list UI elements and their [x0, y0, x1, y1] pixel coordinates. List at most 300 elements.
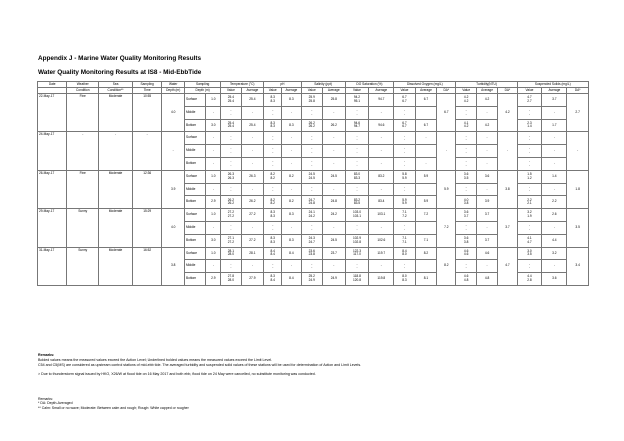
remarks-line-2: C54 and C5(MS) are considered as upstream control stations of mid-ebb tide. The averaged turbidity and suspended solid values of these stations will be used for determination of Action and Limit Levels.: [38, 363, 362, 367]
tu-average-cell: -: [476, 260, 497, 273]
do-value-cell: [394, 170, 415, 183]
sal-reading: 24.8: [308, 201, 315, 206]
sea-condition-cell: Moderate: [99, 94, 133, 132]
level-name-cell: Bottom: [185, 196, 206, 209]
do-value-cell: [394, 183, 415, 196]
sal-average-cell: -: [323, 260, 346, 273]
tu-average-cell: -: [476, 183, 497, 196]
sal-value-cell: [301, 94, 322, 107]
do-reading: -: [403, 188, 406, 193]
ss-depth-averaged-cell: 2.7: [567, 94, 589, 132]
ss-value-cell: [517, 221, 542, 234]
date-cell: 22-May-17: [38, 94, 67, 132]
sal-average-cell: -: [323, 132, 346, 145]
ss-reading: 2.8: [527, 278, 532, 283]
dos-reading: -: [356, 111, 358, 116]
dos-average-cell: 119.7: [369, 247, 394, 260]
ss-value-cell: [517, 183, 542, 196]
tu-reading: -: [465, 159, 467, 164]
sampling-depth-cell: -: [206, 106, 221, 119]
do-value-cell: [394, 157, 415, 170]
ss-reading: -: [528, 162, 531, 167]
water-depth-cell: 3.9: [162, 170, 185, 208]
dos-reading: 83.2: [353, 197, 361, 202]
do-average-cell: [415, 221, 436, 234]
ss-reading: -: [528, 188, 531, 193]
ss-reading: 2.2: [527, 197, 532, 202]
dos-reading: 102.8: [352, 239, 361, 244]
ss-value-cell: [517, 196, 542, 209]
sal-reading: -: [311, 261, 313, 266]
ss-average-cell: -: [542, 106, 567, 119]
ph-reading: 8.3: [270, 98, 275, 103]
dos-reading: -: [356, 265, 358, 270]
ph-reading: 8.3: [270, 214, 275, 219]
sal-average-cell: -: [323, 157, 346, 170]
dos-reading: 103.1: [352, 214, 361, 219]
tu-value-cell: [456, 260, 476, 273]
tu-average-cell: 4.8: [476, 273, 497, 286]
date-cell: 31-May-17: [38, 247, 67, 285]
t-value-cell: [221, 260, 241, 273]
dos-reading: -: [356, 184, 358, 189]
ss-reading: 2.3: [527, 120, 532, 125]
ss-reading: -: [528, 108, 531, 113]
sal-average-cell: 24.9: [323, 273, 346, 286]
col-weather: Weather: [67, 82, 99, 88]
do-depth-averaged-cell: 6.7: [437, 94, 456, 132]
table-row: [38, 247, 589, 260]
do-average-cell: [415, 145, 436, 158]
dos-average-cell: 83.4: [369, 196, 394, 209]
t-average-cell: -: [241, 132, 264, 145]
sampling-time-cell: 15:29: [132, 209, 161, 247]
sal-reading: -: [311, 137, 313, 142]
ph-value-cell: [264, 221, 282, 234]
ss-average-cell: -: [542, 183, 567, 196]
ss-reading: -: [528, 146, 531, 151]
ph-value-cell: [264, 106, 282, 119]
sal-reading: -: [311, 108, 313, 113]
t-value-cell: [221, 183, 241, 196]
water-quality-table: [37, 81, 589, 286]
ph-value-cell: [264, 94, 282, 107]
water-depth-cell: 4.0: [162, 94, 185, 132]
do-reading: -: [403, 108, 406, 113]
col-time: Time: [132, 88, 161, 94]
t-reading: -: [230, 188, 232, 193]
ph-average-cell: 8.3: [282, 234, 301, 247]
ph-average-cell: 8.3: [282, 94, 301, 107]
tu-average-cell: -: [476, 106, 497, 119]
sampling-depth-cell: -: [206, 145, 221, 158]
ph-value-cell: [264, 157, 282, 170]
t-reading: 28.0: [227, 278, 234, 283]
sampling-time-cell: 12:36: [132, 170, 161, 208]
sea-condition-cell: Moderate: [99, 170, 133, 208]
sea-condition-cell: Moderate: [99, 247, 133, 285]
sal-average-cell: 24.8: [323, 196, 346, 209]
ph-reading: 8.2: [270, 197, 275, 202]
t-reading: 27.2: [227, 239, 234, 244]
do-reading: -: [403, 111, 406, 116]
remarks-line-3: > Due to thunderstorm signal issued by HKO, X26/W at flood tide on 16 May 2017 and both ebb, flood tide on 24 May were cancelled, no substitute monitoring was conducted.: [38, 372, 316, 376]
ss-average-cell: -: [542, 157, 567, 170]
tu-average-cell: -: [476, 221, 497, 234]
dos-value-cell: [345, 145, 369, 158]
ph-value-cell: [264, 119, 282, 132]
dos-reading: -: [356, 108, 358, 113]
t-average-cell: 27.2: [241, 209, 264, 222]
dos-reading: -: [356, 223, 358, 228]
date-cell: 29-May-17: [38, 209, 67, 247]
ss-value-cell: [517, 106, 542, 119]
ph-average-cell: -: [282, 221, 301, 234]
ph-reading: -: [272, 265, 274, 270]
do-value-cell: [394, 221, 415, 234]
ss-reading: -: [528, 261, 531, 266]
level-name-cell: Surface: [185, 170, 206, 183]
col-do-saturation: DO Saturation (%): [345, 82, 394, 88]
sal-reading: 23.6: [308, 248, 315, 253]
t-reading: 27.2: [227, 210, 234, 215]
appendix-title: Appendix J - Marine Water Quality Monitoring Results: [38, 55, 202, 62]
table-body: [38, 94, 589, 286]
do-reading: 5.9: [402, 201, 407, 206]
dos-average-cell: -: [369, 260, 394, 273]
ss-depth-averaged-cell: -: [567, 132, 589, 170]
tu-reading: -: [465, 184, 467, 189]
dos-value-cell: [345, 209, 369, 222]
tu-reading: 3.6: [463, 172, 469, 177]
footnote-sea-condition: ** Calm: Small or no wave; Moderate: Between calm and rough; Rough: White capped or rougher: [38, 405, 189, 410]
table-row: [38, 132, 589, 145]
ss-average-cell: 3.7: [542, 94, 567, 107]
ss-average-cell: -: [542, 221, 567, 234]
sampling-depth-cell: 2.9: [206, 273, 221, 286]
tu-value-cell: [456, 106, 476, 119]
ph-reading: -: [272, 133, 274, 138]
dos-value-cell: [345, 119, 369, 132]
sal-average-cell: -: [323, 183, 346, 196]
ss-reading: 4.7: [527, 95, 532, 100]
sea-condition-cell: -: [99, 132, 133, 170]
sal-reading: 24.9: [308, 278, 315, 283]
do-value-cell: [394, 234, 415, 247]
tu-reading: -: [465, 188, 467, 193]
ph-average-cell: -: [282, 157, 301, 170]
ss-depth-averaged-cell: 3.4: [567, 247, 589, 285]
do-average-cell: 6.7: [415, 94, 436, 107]
do-reading: -: [403, 226, 406, 231]
subcol-average: Average: [241, 88, 264, 94]
ph-reading: 8.3: [270, 95, 275, 100]
footnotes: [38, 397, 189, 410]
sal-reading: 24.7: [308, 197, 315, 202]
tu-reading: 4.2: [463, 124, 469, 129]
t-value-cell: [221, 247, 241, 260]
weather-cell: Fine: [67, 170, 99, 208]
tu-reading: 4.1: [463, 120, 469, 125]
date-cell: 24-May-17: [38, 132, 67, 170]
t-value-cell: [221, 209, 241, 222]
ss-average-cell: 2.2: [542, 196, 567, 209]
tu-reading: 4.6: [463, 248, 469, 253]
sampling-depth-cell: 3.0: [206, 119, 221, 132]
dos-reading: 94.2: [353, 95, 361, 100]
sal-reading: -: [311, 159, 313, 164]
subcol-average: Average: [323, 88, 346, 94]
level-name-cell: Surface: [185, 94, 206, 107]
tu-reading: 4.2: [463, 95, 469, 100]
ph-reading: 8.3: [270, 236, 275, 241]
ss-reading: 3.5: [527, 252, 532, 257]
tu-value-cell: [456, 196, 476, 209]
subcol-value: Value: [517, 88, 542, 94]
tu-value-cell: [456, 183, 476, 196]
col-sea-condition: Condition**: [99, 88, 133, 94]
subcol-value: Value: [264, 88, 282, 94]
do-reading: -: [403, 150, 406, 155]
do-reading: 8.3: [402, 278, 407, 283]
tu-reading: -: [465, 261, 467, 266]
ph-average-cell: 8.4: [282, 273, 301, 286]
sal-average-cell: -: [323, 145, 346, 158]
tu-reading: 3.6: [463, 236, 469, 241]
sal-reading: -: [311, 226, 313, 231]
do-value-cell: [394, 247, 415, 260]
ss-reading: -: [528, 226, 531, 231]
ss-value-cell: [517, 234, 542, 247]
sampling-time-cell: 10:55: [132, 94, 161, 132]
level-name-cell: Bottom: [185, 119, 206, 132]
sal-value-cell: [301, 106, 322, 119]
do-value-cell: [394, 94, 415, 107]
col-dissolved-oxygen: Dissolved Oxygen (mg/L): [394, 82, 456, 88]
ss-average-cell: 1.4: [542, 170, 567, 183]
ss-value-cell: [517, 273, 542, 286]
tu-reading: -: [465, 265, 467, 270]
subcol-average: Average: [282, 88, 301, 94]
tu-value-cell: [456, 170, 476, 183]
do-value-cell: [394, 260, 415, 273]
tu-value-cell: [456, 247, 476, 260]
ss-reading: 1.2: [527, 175, 532, 180]
sal-reading: -: [311, 188, 313, 193]
weather-cell: Sunny: [67, 247, 99, 285]
col-sampling: Sampling: [132, 82, 161, 88]
sal-value-cell: [301, 247, 322, 260]
subcol-da: DA*: [567, 88, 589, 94]
subcol-average: Average: [415, 88, 436, 94]
level-name-cell: Middle: [185, 183, 206, 196]
tu-reading: -: [465, 108, 467, 113]
do-reading: -: [403, 133, 406, 138]
sal-reading: -: [311, 184, 313, 189]
tu-value-cell: [456, 132, 476, 145]
subcol-value: Value: [456, 88, 476, 94]
tu-reading: -: [465, 162, 467, 167]
t-value-cell: [221, 119, 241, 132]
do-average-cell: 7.1: [415, 234, 436, 247]
tu-average-cell: -: [476, 145, 497, 158]
sal-reading: -: [311, 133, 313, 138]
do-reading: 5.9: [402, 175, 407, 180]
subcol-value: Value: [394, 88, 415, 94]
sal-average-cell: -: [323, 106, 346, 119]
col-temperature: Temperature (°C): [221, 82, 264, 88]
dos-average-cell: -: [369, 132, 394, 145]
dos-reading: 94.7: [353, 124, 361, 129]
t-reading: -: [230, 261, 232, 266]
t-average-cell: 25.4: [241, 94, 264, 107]
dos-average-cell: -: [369, 157, 394, 170]
sampling-depth-cell: 2.9: [206, 196, 221, 209]
ph-average-cell: 8.4: [282, 247, 301, 260]
sal-value-cell: [301, 260, 322, 273]
t-reading: -: [230, 111, 232, 116]
tu-reading: -: [465, 146, 467, 151]
tu-reading: 4.0: [463, 197, 469, 202]
do-reading: -: [403, 146, 406, 151]
dos-average-cell: -: [369, 145, 394, 158]
sal-reading: 24.3: [308, 236, 315, 241]
ph-value-cell: [264, 196, 282, 209]
tu-reading: 3.8: [463, 201, 469, 206]
weather-cell: Fine: [67, 94, 99, 132]
ss-average-cell: 3.2: [542, 247, 567, 260]
ph-reading: -: [272, 159, 274, 164]
do-value-cell: [394, 119, 415, 132]
col-turbidity: Turbidity(NTU): [456, 82, 517, 88]
col-depth-m: Depth (m): [185, 88, 221, 94]
do-reading: 6.7: [402, 95, 407, 100]
dos-value-cell: [345, 260, 369, 273]
sal-average-cell: 24.5: [323, 234, 346, 247]
level-name-cell: Surface: [185, 247, 206, 260]
tu-average-cell: 4.2: [476, 119, 497, 132]
dos-average-cell: 94.6: [369, 119, 394, 132]
sampling-depth-cell: -: [206, 157, 221, 170]
tu-reading: -: [465, 223, 467, 228]
sampling-depth-cell: -: [206, 221, 221, 234]
ph-reading: -: [272, 226, 274, 231]
dos-reading: -: [356, 150, 358, 155]
tu-depth-averaged-cell: -: [498, 132, 517, 170]
tu-reading: 4.8: [463, 278, 469, 283]
ph-reading: -: [272, 111, 274, 116]
dos-reading: -: [356, 162, 358, 167]
ss-average-cell: -: [542, 260, 567, 273]
dos-reading: 102.9: [352, 236, 361, 241]
level-name-cell: Surface: [185, 132, 206, 145]
t-average-cell: 25.4: [241, 119, 264, 132]
dos-reading: 94.6: [353, 120, 361, 125]
sal-reading: -: [311, 223, 313, 228]
sal-average-cell: 24.5: [323, 170, 346, 183]
tu-reading: -: [465, 150, 467, 155]
dos-average-cell: -: [369, 183, 394, 196]
ph-average-cell: -: [282, 260, 301, 273]
sal-reading: 25.8: [308, 98, 315, 103]
t-reading: -: [230, 150, 232, 155]
dos-reading: -: [356, 226, 358, 231]
ph-value-cell: [264, 132, 282, 145]
t-reading: -: [230, 146, 232, 151]
dos-value-cell: [345, 106, 369, 119]
table-row: [38, 209, 589, 222]
ph-value-cell: [264, 260, 282, 273]
water-depth-cell: 3.8: [162, 247, 185, 285]
do-reading: 8.4: [402, 248, 407, 253]
ph-value-cell: [264, 234, 282, 247]
do-reading: 8.0: [402, 274, 407, 279]
tu-average-cell: 4.2: [476, 94, 497, 107]
ss-reading: 4.1: [527, 236, 532, 241]
ph-average-cell: 8.2: [282, 196, 301, 209]
tu-depth-averaged-cell: 4.2: [498, 94, 517, 132]
t-value-cell: [221, 94, 241, 107]
tu-reading: 3.5: [463, 175, 469, 180]
ss-value-cell: [517, 157, 542, 170]
col-water-depth: Depth (m): [162, 88, 185, 94]
do-average-cell: 5.9: [415, 196, 436, 209]
ss-reading: 4.7: [527, 239, 532, 244]
tu-average-cell: 4.6: [476, 247, 497, 260]
subcol-average: Average: [542, 88, 567, 94]
t-average-cell: -: [241, 260, 264, 273]
dos-reading: 83.3: [353, 175, 361, 180]
sampling-time-cell: 16:52: [132, 247, 161, 285]
dos-reading: -: [356, 261, 358, 266]
dos-average-cell: -: [369, 221, 394, 234]
ph-reading: -: [272, 108, 274, 113]
dos-reading: 95.1: [353, 98, 361, 103]
ss-reading: -: [528, 159, 531, 164]
ss-reading: 4.4: [527, 274, 532, 279]
do-reading: -: [403, 159, 406, 164]
ph-reading: -: [272, 223, 274, 228]
ss-value-cell: [517, 132, 542, 145]
sal-value-cell: [301, 209, 322, 222]
ph-reading: -: [272, 150, 274, 155]
t-average-cell: 28.1: [241, 247, 264, 260]
ph-average-cell: -: [282, 106, 301, 119]
tu-value-cell: [456, 221, 476, 234]
t-value-cell: [221, 132, 241, 145]
ph-reading: 8.3: [270, 274, 275, 279]
ss-average-cell: 3.6: [542, 273, 567, 286]
sal-reading: -: [311, 150, 313, 155]
tu-depth-averaged-cell: 3.8: [498, 170, 517, 208]
ss-reading: 3.2: [527, 210, 532, 215]
ss-reading: 1.4: [527, 124, 532, 129]
tu-value-cell: [456, 234, 476, 247]
ss-value-cell: [517, 247, 542, 260]
ss-depth-averaged-cell: 1.8: [567, 170, 589, 208]
t-reading: 25.4: [227, 120, 234, 125]
sampling-depth-cell: -: [206, 183, 221, 196]
tu-reading: 4.6: [463, 274, 469, 279]
tu-reading: 4.6: [463, 252, 469, 257]
ph-reading: -: [272, 137, 274, 142]
ph-value-cell: [264, 273, 282, 286]
sal-value-cell: [301, 221, 322, 234]
do-reading: 6.7: [402, 124, 407, 129]
tu-average-cell: -: [476, 132, 497, 145]
ph-reading: 8.3: [270, 239, 275, 244]
level-name-cell: Middle: [185, 260, 206, 273]
